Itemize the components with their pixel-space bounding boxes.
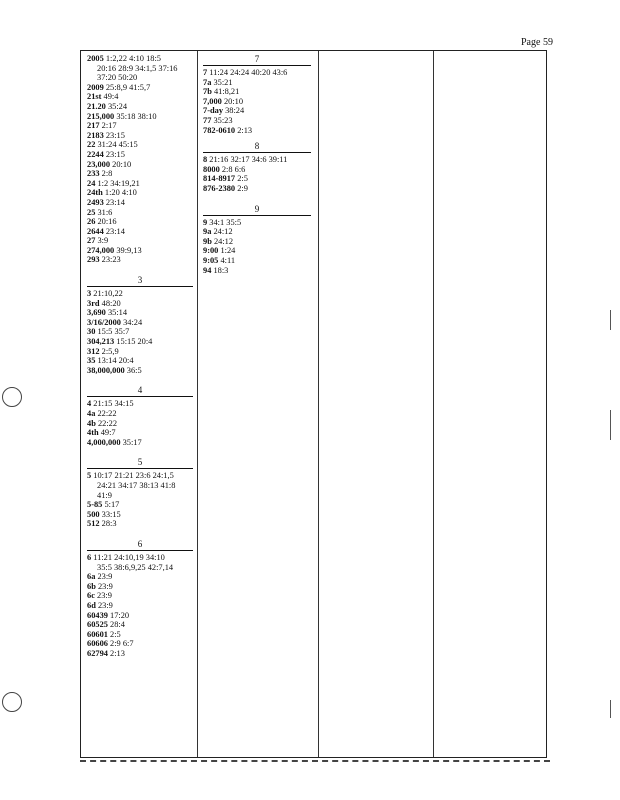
entry-term: 8 (203, 155, 208, 165)
index-entry (203, 155, 311, 165)
index-section (203, 141, 311, 193)
entry-references: 3:9 (97, 236, 109, 246)
entry-term: 6 (87, 552, 92, 562)
entry-references: 21:15 34:15 (93, 399, 134, 409)
entry-term: 21st (87, 92, 102, 102)
entry-term: 5-85 (87, 500, 103, 510)
index-entry (203, 227, 311, 237)
entry-references: 23:15 (105, 130, 125, 140)
index-section (87, 457, 193, 529)
entry-term: 9:05 (203, 255, 219, 265)
section-header: 3 (87, 275, 193, 287)
entry-references: 1:20 4:10 (104, 188, 137, 198)
entry-term: 814-8917 (203, 174, 236, 184)
entry-references: 39:9,13 (116, 245, 142, 255)
entry-references: 35:18 38:10 (116, 111, 157, 121)
entry-term: 7-day (203, 106, 224, 116)
entry-references: 35:23 (213, 115, 233, 125)
entry-references: 48:20 (101, 298, 121, 308)
index-entry (87, 471, 193, 500)
entry-term: 274,000 (87, 245, 115, 255)
entry-term: 293 (87, 255, 100, 265)
entry-references: 2:8 (101, 169, 113, 179)
index-entry (87, 630, 193, 640)
entry-term: 9:00 (203, 246, 219, 256)
index-entry (87, 299, 193, 309)
entry-references: 2:9 (237, 183, 248, 193)
entry-references: 1:2,22 4:10 18:5 (105, 54, 161, 63)
entry-references-continued: 41:9 (97, 490, 112, 500)
entry-term: 2244 (87, 149, 104, 159)
entry-references: 28:4 (110, 620, 125, 630)
entry-references: 23:9 (97, 591, 112, 601)
entry-references: 11:24 24:24 40:20 43:6 (209, 68, 288, 77)
index-section (203, 54, 311, 135)
entry-term: 4a (87, 409, 96, 418)
entry-term: 60525 (87, 620, 108, 630)
entry-term: 6d (87, 600, 96, 610)
entry-term: 21.20 (87, 101, 106, 111)
entry-references-continued: 20:16 28:9 34:1,5 37:16 (97, 63, 178, 73)
entry-term: 500 (87, 509, 100, 519)
entry-term: 2493 (87, 197, 104, 207)
entry-term: 23,000 (87, 159, 111, 169)
index-entry (203, 126, 311, 136)
entry-references-continued: 24:21 34:17 38:13 41:8 (97, 480, 176, 490)
index-entry (87, 409, 193, 419)
entry-references: 22:22 (97, 409, 117, 418)
index-entry (87, 399, 193, 409)
index-entry (87, 620, 193, 630)
index-entry (87, 591, 193, 601)
entry-term: 24 (87, 178, 96, 188)
index-entry (87, 198, 193, 208)
entry-references: 23:14 (105, 226, 125, 236)
entry-references-continued: 35:5 38:6,9,25 42:7,14 (97, 562, 174, 572)
entry-references: 2:5 (237, 174, 248, 184)
index-entry (203, 68, 311, 78)
section-header: 5 (87, 457, 193, 469)
entry-term: 26 (87, 217, 96, 227)
entry-term: 4 (87, 399, 92, 409)
index-entry (87, 92, 193, 102)
index-entry (87, 438, 193, 448)
entry-references: 31:6 (97, 207, 113, 217)
entry-term: 782-0610 (203, 125, 236, 135)
index-entry (87, 428, 193, 438)
index-entry (203, 237, 311, 247)
entry-references: 2:5 (110, 629, 121, 639)
index-entry (87, 255, 193, 265)
entry-term: 3,690 (87, 308, 106, 318)
entry-term: 6a (87, 572, 96, 582)
entry-references: 4:11 (220, 255, 236, 265)
entry-references: 23:9 (97, 600, 113, 610)
entry-term: 5 (87, 471, 92, 481)
entry-references: 17:20 (110, 610, 130, 620)
entry-term: 60601 (87, 629, 108, 639)
index-entry (87, 601, 193, 611)
margin-mark (610, 700, 611, 718)
entry-references-continued: 37:20 50:20 (97, 73, 138, 83)
index-column-2 (203, 54, 311, 285)
index-section (87, 54, 193, 265)
index-entry (87, 236, 193, 246)
index-entry (87, 160, 193, 170)
entry-references: 36:5 (126, 365, 142, 375)
entry-references: 15:15 20:4 (116, 337, 153, 347)
entry-references: 1:2 34:19,21 (97, 178, 140, 188)
entry-references: 15:5 35:7 (97, 327, 130, 337)
entry-references: 34:24 (123, 317, 143, 327)
entry-references: 35:14 (107, 308, 128, 318)
index-entry (87, 347, 193, 357)
entry-term: 304,213 (87, 337, 115, 347)
entry-references: 28:3 (101, 519, 117, 529)
entry-term: 6c (87, 591, 95, 601)
entry-term: 4th (87, 428, 99, 438)
entry-references: 23:15 (105, 149, 125, 159)
index-entry (87, 366, 193, 376)
entry-term: 6b (87, 581, 96, 591)
index-entry (87, 582, 193, 592)
entry-term: 30 (87, 327, 96, 337)
index-entry (87, 639, 193, 649)
entry-term: 9a (203, 227, 212, 237)
entry-references: 38:24 (225, 106, 245, 116)
index-section (87, 275, 193, 375)
bottom-rule (80, 760, 550, 762)
entry-references: 2:9 6:7 (110, 639, 134, 649)
entry-term: 312 (87, 346, 100, 356)
entry-term: 60606 (87, 639, 108, 649)
entry-term: 27 (87, 236, 96, 246)
index-entry (203, 266, 311, 276)
index-entry (87, 246, 193, 256)
index-entry (203, 184, 311, 194)
margin-mark (610, 310, 611, 330)
index-section (87, 385, 193, 447)
index-entry (87, 419, 193, 429)
index-entry (87, 500, 193, 510)
entry-references: 23:23 (101, 255, 121, 265)
index-entry (87, 649, 193, 659)
index-entry (203, 97, 311, 107)
index-entry (203, 116, 311, 126)
entry-term: 38,000,000 (87, 365, 125, 375)
entry-references: 20:16 (97, 217, 117, 227)
index-entry (87, 208, 193, 218)
index-entry (87, 83, 193, 93)
index-column-1 (87, 54, 193, 668)
column-divider (318, 51, 319, 757)
entry-term: 3rd (87, 298, 100, 308)
entry-references: 18:3 (213, 265, 229, 275)
entry-references: 11:21 24:10,19 34:10 (93, 552, 165, 562)
entry-term: 217 (87, 121, 100, 131)
entry-term: 9 (203, 217, 208, 227)
entry-references: 25:8,9 41:5,7 (105, 82, 151, 92)
index-entry (87, 337, 193, 347)
entry-term: 2005 (87, 54, 104, 63)
entry-term: 35 (87, 356, 96, 366)
entry-references: 23:14 (105, 197, 125, 207)
entry-term: 876-2380 (203, 183, 236, 193)
section-header: 7 (203, 54, 311, 66)
entry-term: 7,000 (203, 96, 222, 106)
entry-term: 512 (87, 519, 100, 529)
entry-term: 77 (203, 115, 212, 125)
entry-term: 233 (87, 169, 100, 179)
entry-references: 33:15 (101, 509, 121, 519)
index-entry (87, 289, 193, 299)
index-entry (203, 106, 311, 116)
entry-term: 2009 (87, 82, 104, 92)
index-entry (203, 87, 311, 97)
page-number: Page 59 (521, 37, 553, 48)
index-entry (87, 121, 193, 131)
entry-term: 60439 (87, 610, 108, 620)
index-entry (203, 174, 311, 184)
index-entry (203, 246, 311, 256)
index-entry (87, 519, 193, 529)
index-entry (203, 165, 311, 175)
entry-references: 13:14 20:4 (97, 356, 134, 366)
index-entry (87, 54, 193, 83)
entry-term: 7 (203, 68, 208, 77)
entry-references: 34:1 35:5 (209, 217, 242, 227)
entry-references: 2:13 (237, 125, 253, 135)
index-entry (87, 179, 193, 189)
entry-term: 22 (87, 140, 96, 150)
column-divider (197, 51, 198, 757)
index-entry (203, 78, 311, 88)
entry-term: 8000 (203, 164, 220, 174)
entry-references: 2:13 (110, 648, 125, 658)
entry-references: 21:16 32:17 34:6 39:11 (209, 155, 288, 165)
entry-references: 5:17 (104, 500, 120, 510)
entry-term: 94 (203, 265, 212, 275)
entry-references: 10:17 21:21 23:6 24:1,5 (93, 471, 174, 481)
index-entry (87, 510, 193, 520)
entry-references: 20:10 (223, 96, 244, 106)
entry-references: 24:12 (213, 227, 233, 237)
entry-references: 49:4 (103, 92, 119, 102)
index-entry (87, 553, 193, 572)
index-section (87, 539, 193, 659)
entry-references: 21:10,22 (93, 289, 123, 299)
entry-references: 24:12 (213, 236, 234, 246)
section-header: 9 (203, 204, 311, 216)
index-entry (87, 131, 193, 141)
entry-term: 7a (203, 77, 212, 87)
entry-references: 35:24 (107, 101, 128, 111)
entry-references: 22:22 (97, 418, 118, 428)
punch-hole-mark (2, 387, 22, 407)
entry-term: 7b (203, 87, 212, 97)
entry-references: 41:8,21 (213, 87, 240, 97)
entry-references: 2:8 6:6 (221, 164, 246, 174)
index-entry (87, 611, 193, 621)
punch-hole-mark (2, 692, 22, 712)
index-entry (87, 227, 193, 237)
section-header: 8 (203, 141, 311, 153)
margin-mark (610, 410, 611, 440)
index-section (203, 204, 311, 276)
index-entry (87, 102, 193, 112)
index-entry (87, 356, 193, 366)
entry-term: 3 (87, 289, 92, 299)
entry-term: 24th (87, 188, 103, 198)
section-header: 4 (87, 385, 193, 397)
entry-references: 23:9 (97, 581, 113, 591)
entry-references: 35:17 (122, 437, 142, 447)
entry-references: 2:5,9 (101, 346, 119, 356)
column-divider (433, 51, 434, 757)
entry-references: 1:24 (220, 246, 236, 256)
index-entry (203, 218, 311, 228)
entry-term: 3/16/2000 (87, 317, 121, 327)
index-entry (87, 318, 193, 328)
entry-references: 49:7 (100, 428, 116, 438)
index-entry (87, 327, 193, 337)
entry-term: 4,000,000 (87, 437, 121, 447)
section-header: 6 (87, 539, 193, 551)
index-entry (87, 308, 193, 318)
entry-term: 2183 (87, 130, 104, 140)
entry-references: 23:9 (97, 572, 113, 582)
entry-references: 2:17 (101, 121, 117, 131)
entry-references: 20:10 (112, 159, 132, 169)
index-entry (87, 112, 193, 122)
index-entry (87, 572, 193, 582)
entry-term: 4b (87, 418, 96, 428)
index-entry (87, 217, 193, 227)
entry-term: 9b (203, 236, 212, 246)
entry-references: 31:24 45:15 (97, 140, 138, 150)
entry-term: 25 (87, 207, 96, 217)
index-entry (203, 256, 311, 266)
entry-term: 2644 (87, 226, 104, 236)
entry-references: 35:21 (213, 77, 233, 87)
entry-term: 62794 (87, 648, 108, 658)
index-entry (87, 188, 193, 198)
index-entry (87, 169, 193, 179)
entry-term: 215,000 (87, 111, 115, 121)
index-entry (87, 150, 193, 160)
index-entry (87, 140, 193, 150)
